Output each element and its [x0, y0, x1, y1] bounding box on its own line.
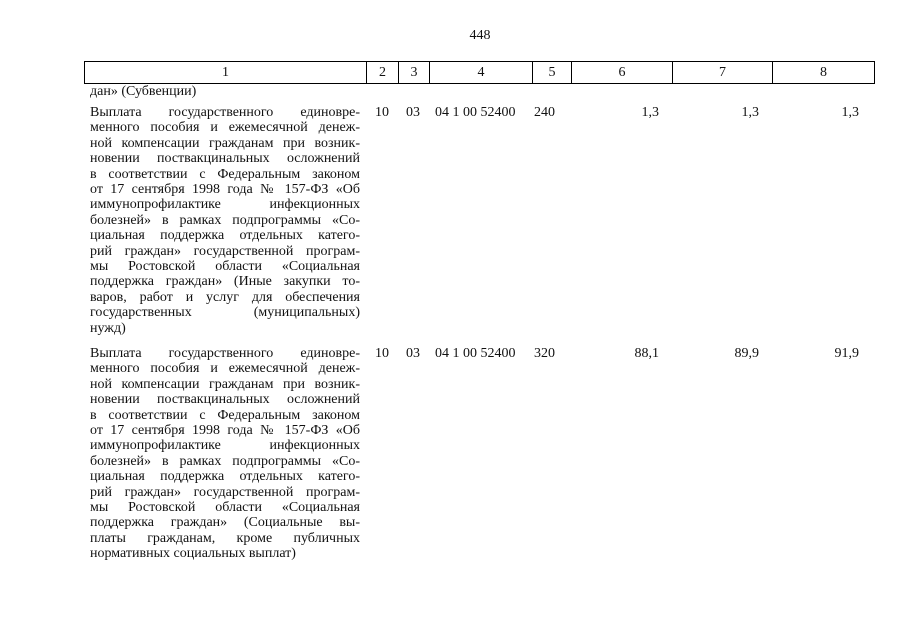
- amount-col-6: 1,3: [641, 105, 659, 120]
- header-col-7: 7: [673, 62, 773, 84]
- description-line: платы гражданам, кроме публичных: [90, 530, 360, 546]
- amount-col-8: 91,9: [834, 346, 859, 361]
- header-col-4: 4: [430, 62, 533, 84]
- description-line: в соответствии с Федеральным законом: [90, 166, 360, 182]
- description-line: ной компенсации гражданам при возник-: [90, 135, 360, 151]
- description-line: нужд): [90, 320, 126, 336]
- description-line: рий граждан» государственной програм-: [90, 243, 360, 259]
- description-line: иммунопрофилактике инфекционных: [90, 197, 360, 213]
- row-description: [90, 346, 360, 562]
- description-line: мы Ростовской области «Социальная: [90, 500, 360, 516]
- continuation-text: дан» (Субвенции): [90, 84, 197, 99]
- description-line: болезней» в рамках подпрограммы «Со-: [90, 453, 360, 469]
- description-line: государственных (муниципальных): [90, 305, 360, 321]
- razdel-cell: 10: [375, 346, 389, 361]
- header-col-5: 5: [533, 62, 572, 84]
- column-number-header: [84, 61, 875, 84]
- amount-col-7: 89,9: [734, 346, 759, 361]
- amount-col-7: 1,3: [741, 105, 759, 120]
- description-line: в соответствии с Федеральным законом: [90, 407, 360, 423]
- header-col-3: 3: [399, 62, 430, 84]
- description-line: болезней» в рамках подпрограммы «Со-: [90, 212, 360, 228]
- header-col-8: 8: [773, 62, 875, 84]
- description-line: новении поствакцинальных осложнений: [90, 151, 360, 167]
- amount-col-6: 88,1: [634, 346, 659, 361]
- row-description: [90, 105, 360, 336]
- description-line: иммунопрофилактике инфекционных: [90, 438, 360, 454]
- description-line: новении поствакцинальных осложнений: [90, 392, 360, 408]
- description-line: менного пособия и ежемесячной денеж-: [90, 361, 360, 377]
- description-line: поддержка граждан» (Социальные вы-: [90, 515, 360, 531]
- header-row: [85, 62, 875, 84]
- description-line: поддержка граждан» (Иные закупки то-: [90, 274, 360, 290]
- description-line: от 17 сентября 1998 года № 157-ФЗ «Об: [90, 182, 360, 198]
- razdel-cell: 10: [375, 105, 389, 120]
- description-line: Выплата государственного единовре-: [90, 105, 360, 120]
- description-line: нормативных социальных выплат): [90, 546, 296, 562]
- target-article-cell: 04 1 00 52400: [435, 346, 516, 361]
- header-col-2: 2: [367, 62, 399, 84]
- description-line: ной компенсации гражданам при возник-: [90, 376, 360, 392]
- header-col-1: 1: [85, 62, 367, 84]
- expense-type-cell: 320: [534, 346, 555, 361]
- amount-col-8: 1,3: [841, 105, 859, 120]
- description-line: Выплата государственного единовре-: [90, 346, 360, 361]
- description-line: циальная поддержка отдельных катего-: [90, 469, 360, 485]
- description-line: от 17 сентября 1998 года № 157-ФЗ «Об: [90, 423, 360, 439]
- description-line: циальная поддержка отдельных катего-: [90, 228, 360, 244]
- target-article-cell: 04 1 00 52400: [435, 105, 516, 120]
- podrazdel-cell: 03: [406, 346, 420, 361]
- expense-type-cell: 240: [534, 105, 555, 120]
- page-number: 448: [469, 28, 491, 43]
- podrazdel-cell: 03: [406, 105, 420, 120]
- header-col-6: 6: [572, 62, 673, 84]
- description-line: менного пособия и ежемесячной денеж-: [90, 120, 360, 136]
- description-line: варов, работ и услуг для обеспечения: [90, 289, 360, 305]
- description-line: мы Ростовской области «Социальная: [90, 259, 360, 275]
- description-line: рий граждан» государственной програм-: [90, 484, 360, 500]
